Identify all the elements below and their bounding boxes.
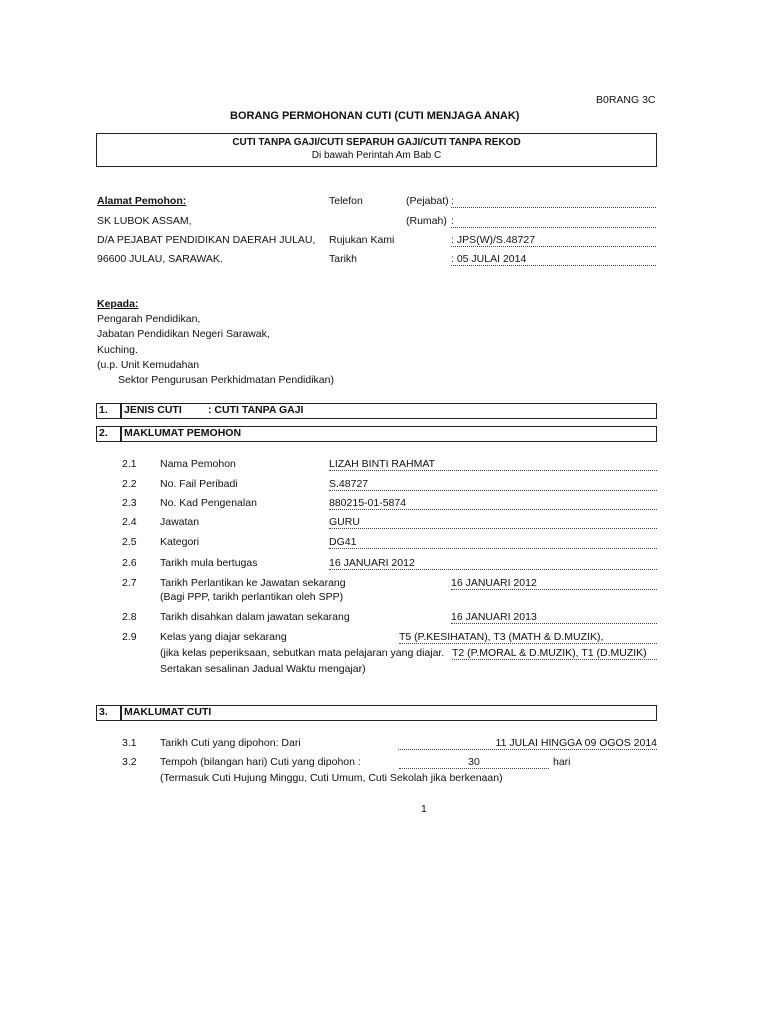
section3-divider (120, 705, 122, 721)
address-line: 96600 JULAU, SARAWAK. (97, 253, 223, 265)
rumah-label: (Rumah) (406, 215, 447, 227)
row-value: 16 JANUARI 2012 (329, 557, 657, 570)
pejabat-value: : (451, 195, 656, 208)
address-line: SK LUBOK ASSAM, (97, 215, 192, 227)
section2-number: 2. (99, 427, 108, 439)
recipient-line: Jabatan Pendidikan Negeri Sarawak, (97, 328, 270, 340)
subtitle-line1: CUTI TANPA GAJI/CUTI SEPARUH GAJI/CUTI TANPA REKOD (232, 137, 521, 148)
row-label: Tarikh mula bertugas (160, 557, 258, 569)
row-value: T5 (P.KESIHATAN), T3 (MATH & D.MUZIK), (399, 631, 657, 644)
address-heading: Alamat Pemohon: (97, 195, 187, 207)
subtitle-line2: Di bawah Perintah Am Bab C (311, 150, 442, 161)
row-label: Tarikh Cuti yang dipohon: Dari (160, 737, 301, 749)
form-title: BORANG PERMOHONAN CUTI (CUTI MENJAGA ANAK) (230, 110, 520, 122)
row-number: 3.1 (122, 737, 137, 749)
rujukan-value: : JPS(W)/S.48727 (451, 234, 656, 247)
section3-label: MAKLUMAT CUTI (124, 706, 212, 718)
row-note: (jika kelas peperiksaan, sebutkan mata pelajaran yang diajar. (160, 647, 445, 659)
section1-number: 1. (99, 404, 108, 416)
section2-label: MAKLUMAT PEMOHON (124, 427, 242, 439)
tarikh-value: : 05 JULAI 2014 (451, 253, 656, 266)
tarikh-label: Tarikh (329, 253, 358, 265)
section1-value: : CUTI TANPA GAJI (208, 404, 304, 416)
rujukan-label: Rujukan Kami (329, 234, 395, 246)
section1-divider (120, 403, 122, 419)
row-label: Kelas yang diajar sekarang (160, 631, 287, 643)
row-number: 2.5 (122, 536, 137, 548)
subtitle-box (96, 133, 657, 167)
recipient-line: Pengarah Pendidikan, (97, 313, 201, 325)
row-value: 11 JULAI HINGGA 09 OGOS 2014 (398, 737, 657, 750)
row-label: No. Kad Pengenalan (160, 497, 257, 509)
row-value: S.48727 (329, 478, 657, 491)
recipient-line: Sektor Pengurusan Perkhidmatan Pendidikan) (118, 374, 334, 386)
row-label: Tempoh (bilangan hari) Cuti yang dipohon : (160, 756, 361, 768)
row-value: GURU (329, 516, 657, 529)
section2-divider (120, 426, 122, 442)
recipient-heading: Kepada: (97, 298, 139, 310)
row-number: 2.3 (122, 497, 137, 509)
row-label: Jawatan (160, 516, 200, 528)
row-value: 880215-01-5874 (329, 497, 657, 510)
row-note: (Termasuk Cuti Hujung Minggu, Cuti Umum, Cuti Sekolah jika berkenaan) (160, 772, 503, 784)
pejabat-label: (Pejabat) (406, 195, 449, 207)
row-value: DG41 (329, 536, 657, 549)
row-number: 2.9 (122, 631, 137, 643)
row-number: 2.1 (122, 458, 137, 470)
row-value: T2 (P.MORAL & D.MUZIK), T1 (D.MUZIK) (452, 647, 657, 660)
row-value: 16 JANUARI 2013 (451, 611, 657, 624)
rumah-value: : (451, 215, 656, 228)
row-label: Tarikh Perlantikan ke Jawatan sekarang (160, 577, 346, 589)
row-label: Kategori (160, 536, 200, 548)
row-number: 2.6 (122, 557, 137, 569)
row-number: 2.7 (122, 577, 137, 589)
row-note: Sertakan sesalinan Jadual Waktu mengajar) (160, 663, 366, 675)
row-label: Tarikh disahkan dalam jawatan sekarang (160, 611, 350, 623)
row-number: 2.4 (122, 516, 137, 528)
section3-number: 3. (99, 706, 108, 718)
row-number: 3.2 (122, 756, 137, 768)
page-number: 1 (421, 803, 427, 815)
row-value: 16 JANUARI 2012 (451, 577, 657, 590)
row-label: No. Fail Peribadi (160, 478, 238, 490)
days-unit: hari (553, 756, 571, 768)
form-code: B0RANG 3C (596, 94, 656, 106)
address-line: D/A PEJABAT PENDIDIKAN DAERAH JULAU, (97, 234, 316, 246)
row-number: 2.8 (122, 611, 137, 623)
row-note: (Bagi PPP, tarikh perlantikan oleh SPP) (160, 591, 344, 603)
recipient-line: Kuching. (97, 344, 138, 356)
recipient-line: (u.p. Unit Kemudahan (97, 359, 200, 371)
telefon-label: Telefon (329, 195, 363, 207)
days-value: 30 (399, 756, 549, 769)
section1-label: JENIS CUTI (124, 404, 182, 416)
row-label: Nama Pemohon (160, 458, 236, 470)
row-number: 2.2 (122, 478, 137, 490)
row-value: LIZAH BINTI RAHMAT (329, 458, 657, 471)
